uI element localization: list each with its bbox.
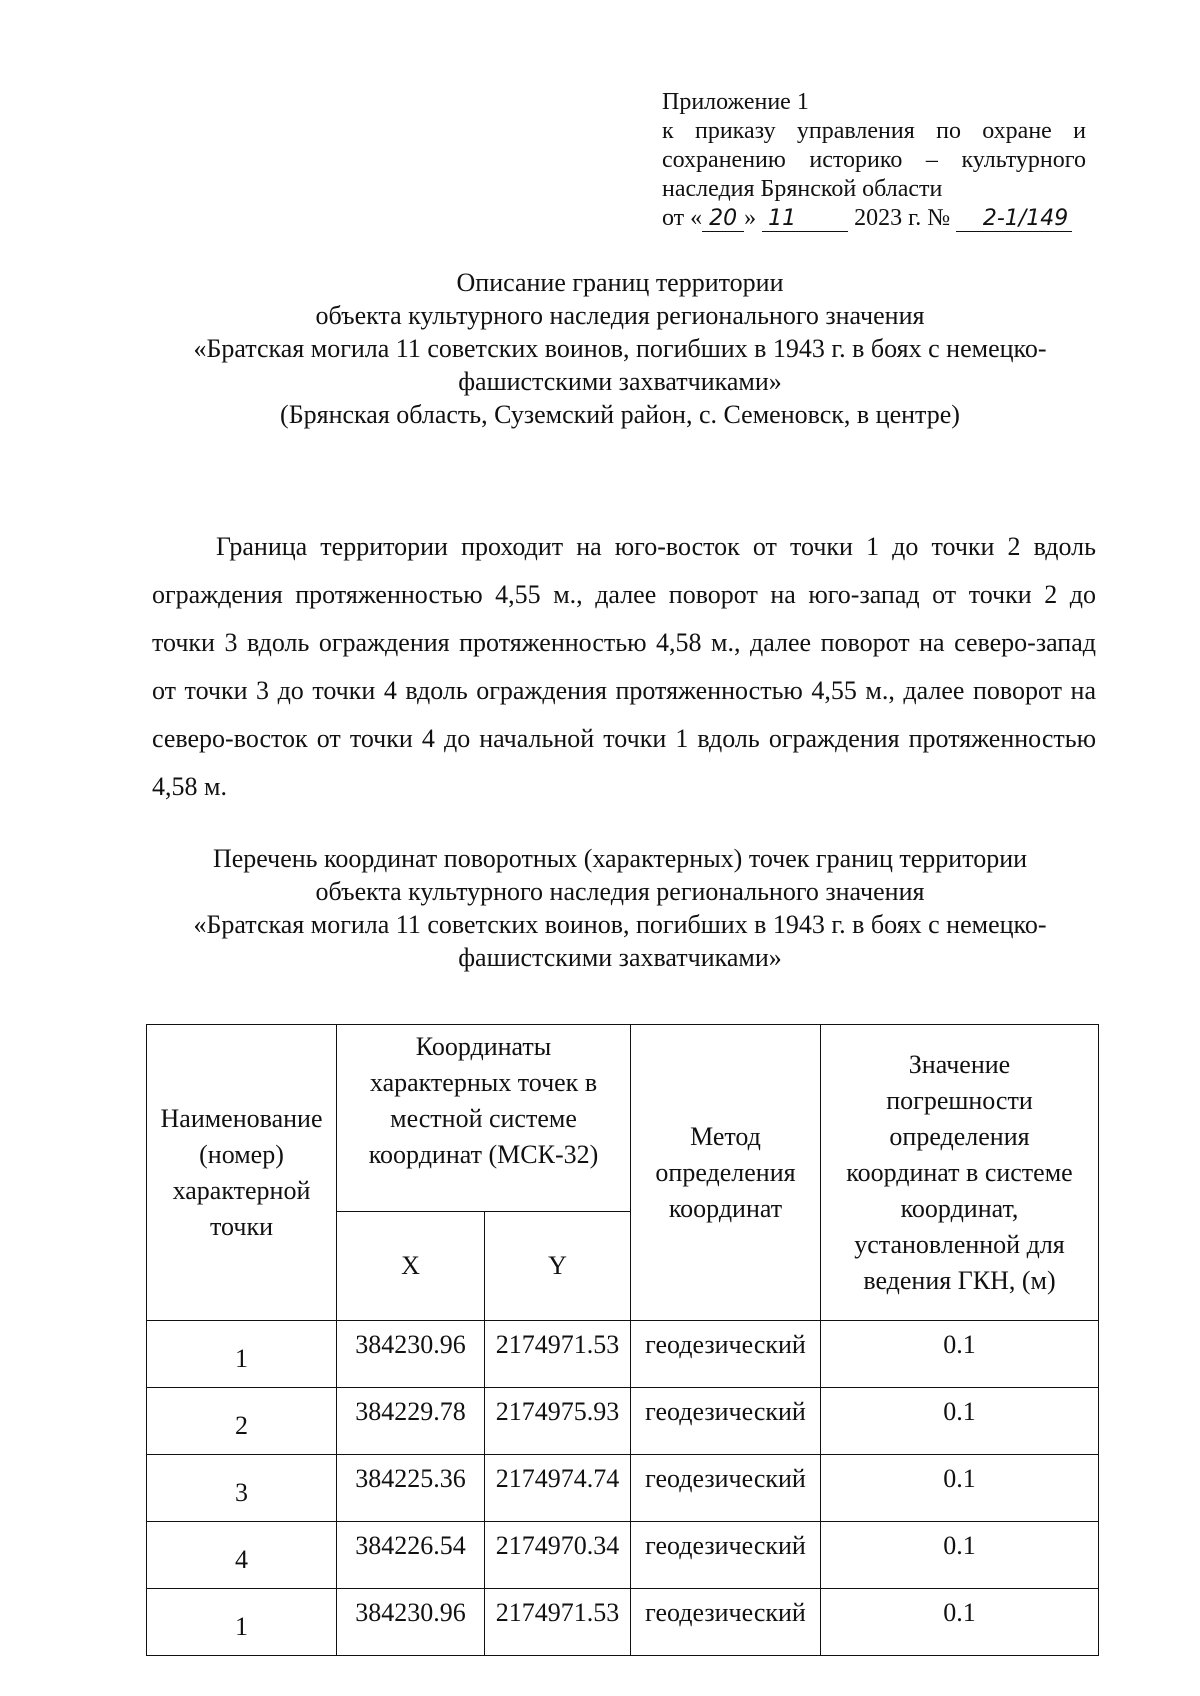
- table-row: [147, 1388, 1099, 1455]
- cell-y: 2174971.53: [485, 1321, 631, 1388]
- list-title-line-1: Перечень координат поворотных (характерных) точек границ территории: [212, 844, 1028, 873]
- title-line-5: (Брянская область, Суземский район, с. Семеновск, в центре): [280, 400, 960, 429]
- appendix-title: Приложение 1: [662, 89, 809, 115]
- cell-accuracy: 0.1: [821, 1321, 1099, 1388]
- table-row: [147, 1522, 1099, 1589]
- header-x: X: [337, 1212, 485, 1321]
- header-coordinates: Координаты характерных точек в местной системе координат (МСК-32): [337, 1025, 631, 1212]
- appendix-line-order: к приказу управления по охране и: [662, 118, 1086, 144]
- appendix-line-region: наследия Брянской области: [662, 176, 943, 202]
- cell-y: 2174974.74: [485, 1455, 631, 1522]
- coordinates-table: [146, 1024, 1099, 1656]
- cell-y: 2174975.93: [485, 1388, 631, 1455]
- order-number-handwritten: 2-1/149: [956, 207, 1072, 232]
- cell-y: 2174971.53: [485, 1589, 631, 1656]
- cell-point: 3: [147, 1455, 337, 1522]
- cell-method: геодезический: [631, 1589, 821, 1656]
- header-method: Метод определения координат: [631, 1025, 821, 1321]
- cell-accuracy: 0.1: [821, 1455, 1099, 1522]
- boundary-description-title: [120, 266, 1120, 431]
- table-row: [147, 1321, 1099, 1388]
- appendix-line-preservation: сохранению историко – культурного: [662, 147, 1086, 173]
- date-year: 2023 г. №: [854, 205, 951, 231]
- cell-x: 384226.54: [337, 1522, 485, 1589]
- list-title-line-4: фашистскими захватчиками»: [458, 943, 782, 972]
- date-month-handwritten: 11: [762, 207, 848, 232]
- cell-accuracy: 0.1: [821, 1388, 1099, 1455]
- header-accuracy: Значение погрешности определения координат в системе координат, установленной для ведения ГКН, (м): [821, 1025, 1099, 1321]
- cell-method: геодезический: [631, 1321, 821, 1388]
- cell-point: 2: [147, 1388, 337, 1455]
- date-prefix: от «: [662, 205, 703, 231]
- header-point-name: Наименование (номер) характерной точки: [147, 1025, 337, 1321]
- list-title-line-2: объекта культурного наследия регионального значения: [315, 877, 925, 906]
- cell-point: 1: [147, 1589, 337, 1656]
- appendix-date-line: [662, 204, 1086, 233]
- coordinates-list-title: [120, 842, 1120, 974]
- cell-x: 384230.96: [337, 1321, 485, 1388]
- cell-method: геодезический: [631, 1522, 821, 1589]
- title-line-2: объекта культурного наследия регионального значения: [315, 301, 925, 330]
- cell-x: 384225.36: [337, 1455, 485, 1522]
- cell-x: 384229.78: [337, 1388, 485, 1455]
- date-quote-close: »: [744, 205, 757, 231]
- cell-accuracy: 0.1: [821, 1522, 1099, 1589]
- cell-y: 2174970.34: [485, 1522, 631, 1589]
- appendix-header: [662, 88, 1086, 233]
- boundary-description-text: Граница территории проходит на юго-восток от точки 1 до точки 2 вдоль ограждения протяженностью 4,55 м., далее поворот на юго-запад от точки 2 до точки 3 вдоль ограждения протяженностью 4,58 м., далее поворот на северо-запад от точки 3 до точки 4 вдоль ограждения протяженностью 4,55 м., далее поворот на северо-восток от точки 4 до начальной точки 1 вдоль ограждения протяженностью 4,58 м.: [152, 532, 1096, 801]
- title-line-1: Описание границ территории: [456, 268, 784, 297]
- cell-method: геодезический: [631, 1455, 821, 1522]
- date-day-handwritten: 20: [702, 207, 744, 232]
- cell-x: 384230.96: [337, 1589, 485, 1656]
- header-y: Y: [485, 1212, 631, 1321]
- coordinates-table-body: [147, 1321, 1099, 1656]
- list-title-line-3: «Братская могила 11 советских воинов, погибших в 1943 г. в боях с немецко-: [193, 910, 1047, 939]
- cell-method: геодезический: [631, 1388, 821, 1455]
- cell-point: 1: [147, 1321, 337, 1388]
- table-row: [147, 1589, 1099, 1656]
- cell-accuracy: 0.1: [821, 1589, 1099, 1656]
- table-row: [147, 1455, 1099, 1522]
- title-line-4: фашистскими захватчиками»: [458, 367, 782, 396]
- cell-point: 4: [147, 1522, 337, 1589]
- title-line-3: «Братская могила 11 советских воинов, погибших в 1943 г. в боях с немецко-: [193, 334, 1047, 363]
